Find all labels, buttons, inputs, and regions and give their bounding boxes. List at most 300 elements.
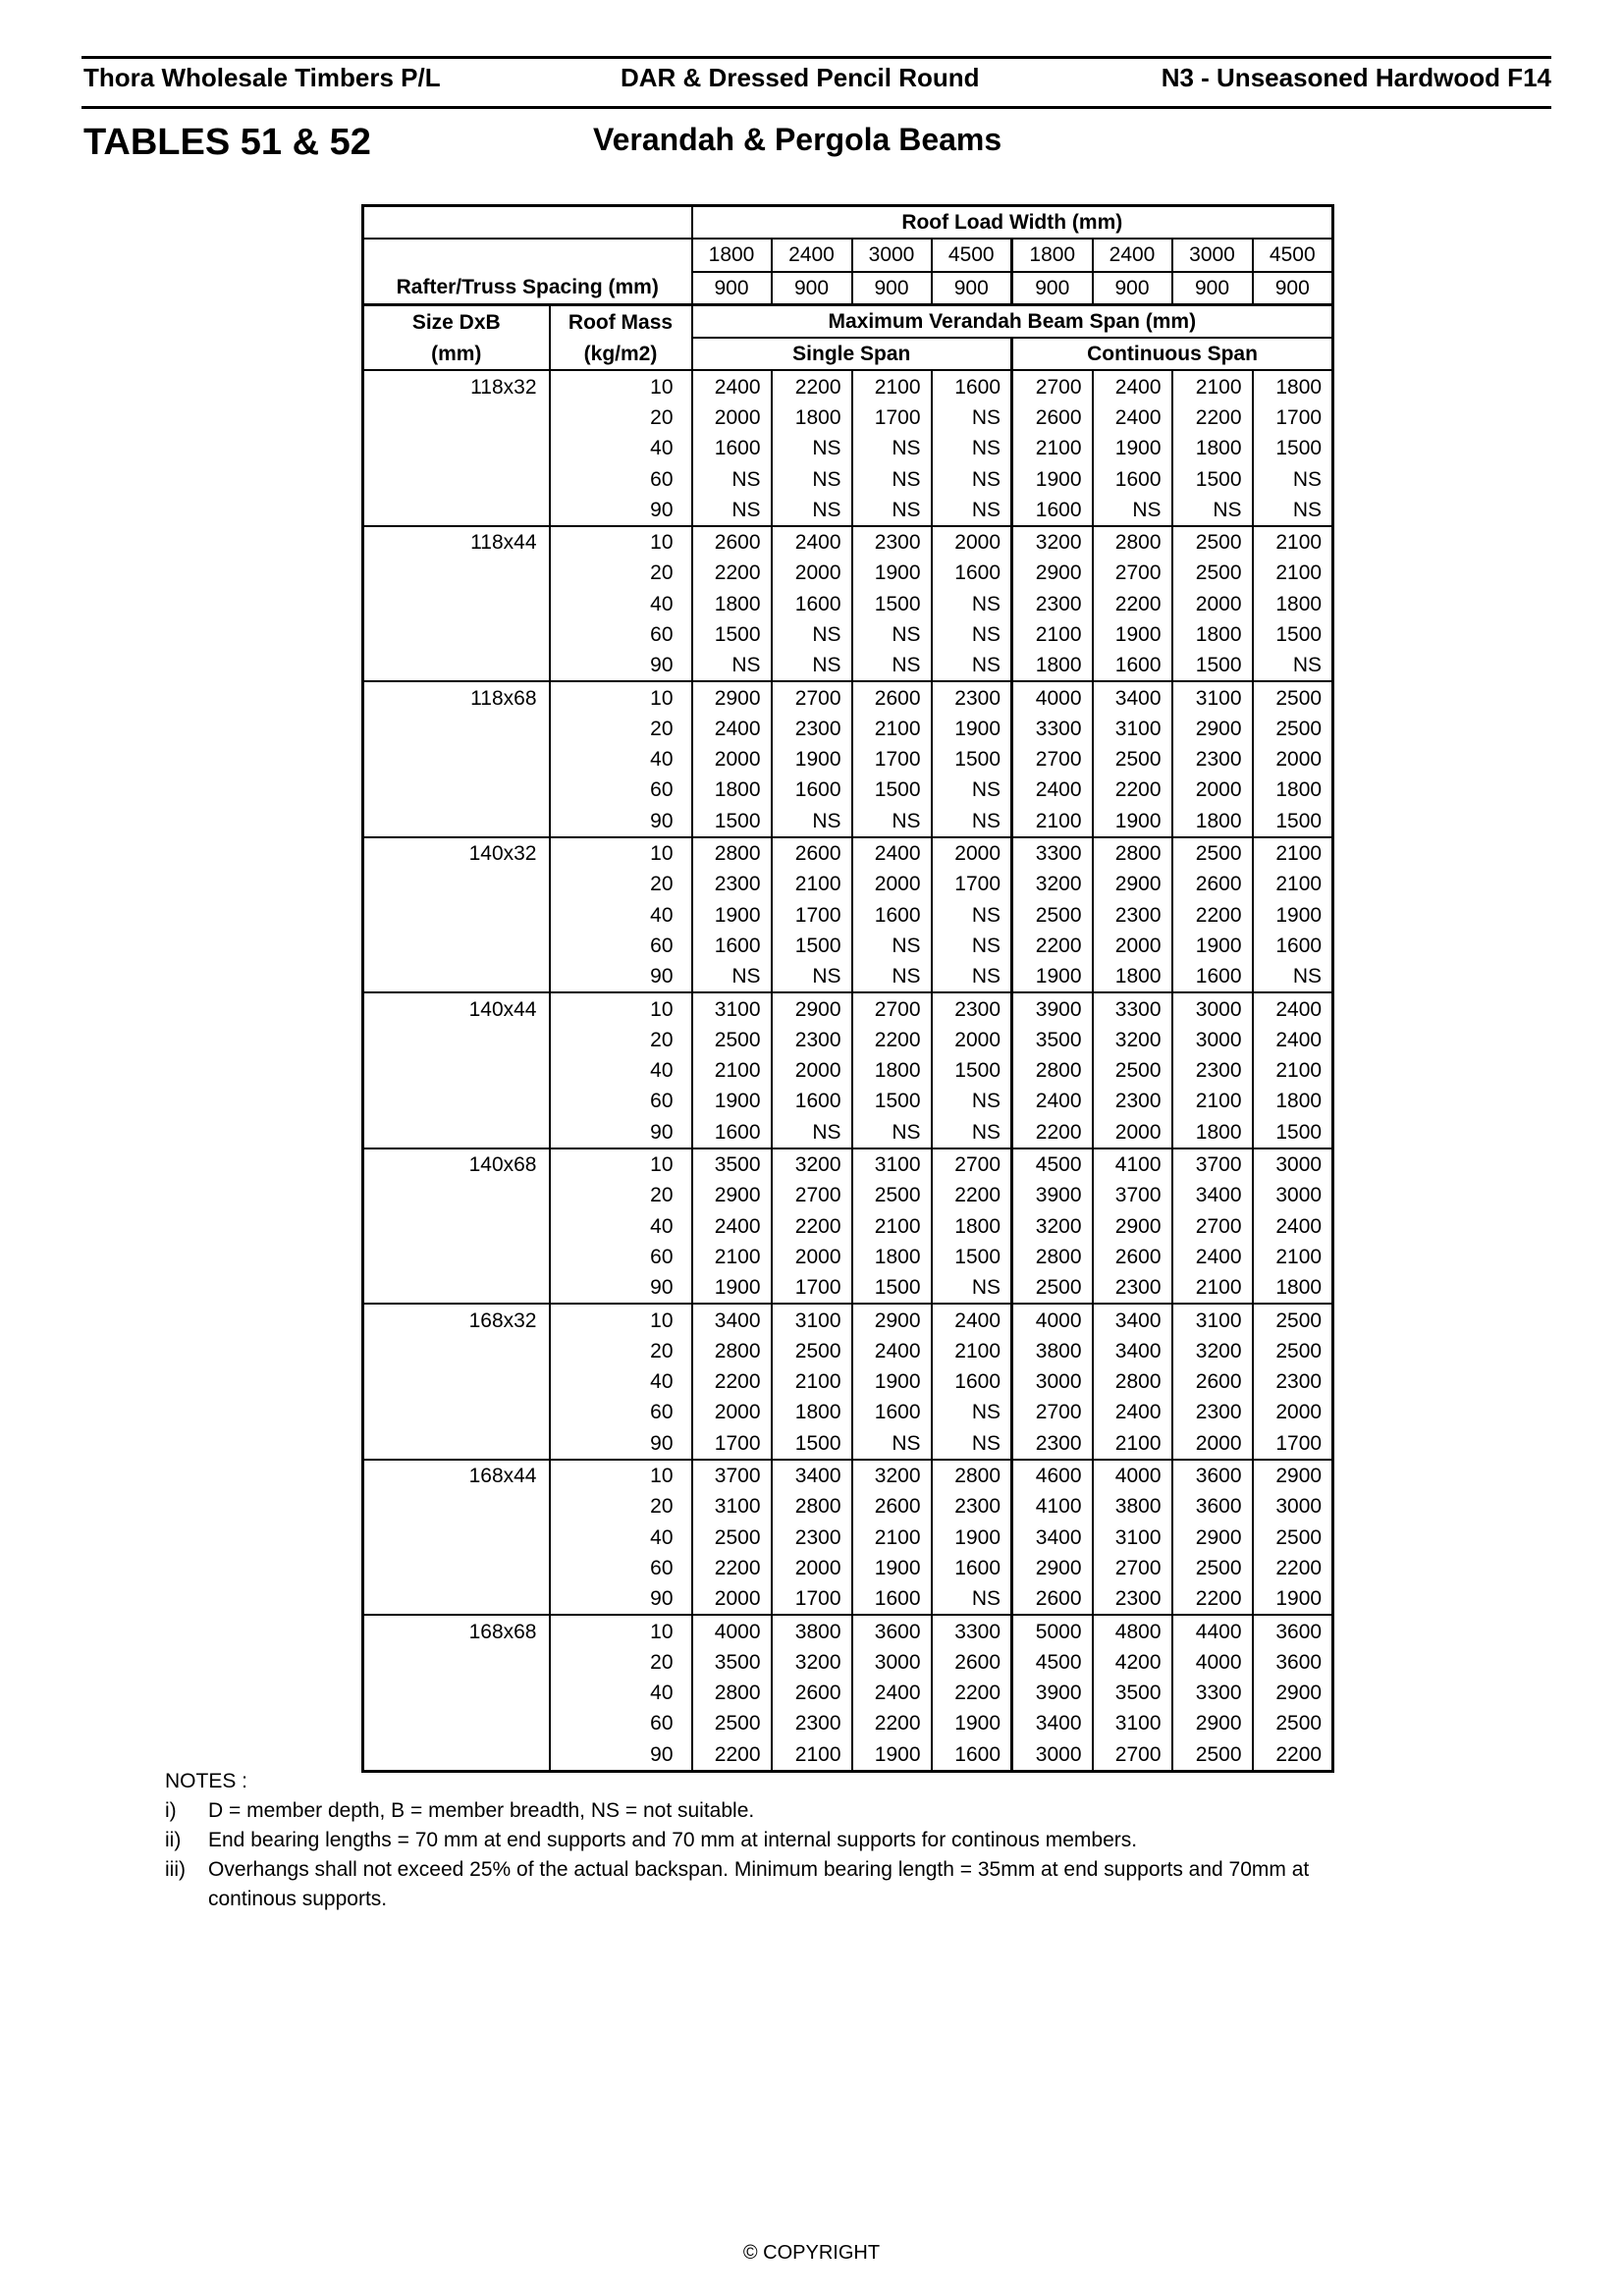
span-cell: 1800 — [1172, 433, 1253, 463]
span-cell: 2000 — [772, 558, 852, 588]
span-cell: 2500 — [1012, 1272, 1093, 1304]
span-cell: NS — [692, 463, 772, 494]
roof-mass-cell: 10 — [550, 681, 692, 713]
span-cell: 2100 — [852, 714, 932, 744]
span-row — [363, 526, 1333, 558]
span-cell: 3600 — [852, 1615, 932, 1646]
span-cell: 2100 — [1253, 526, 1333, 558]
span-row — [363, 619, 1333, 650]
span-cell: 1500 — [772, 1428, 852, 1460]
span-cell: 2200 — [932, 1678, 1012, 1708]
span-cell: 4000 — [1012, 681, 1093, 713]
roof-mass-cell: 10 — [550, 370, 692, 401]
span-cell: 4200 — [1093, 1647, 1172, 1678]
span-cell: 3500 — [692, 1148, 772, 1180]
roof-mass-cell: 10 — [550, 837, 692, 869]
span-row — [363, 1522, 1333, 1552]
span-cell: 1500 — [932, 1242, 1012, 1272]
span-cell: 2300 — [772, 1708, 852, 1738]
span-cell: 1500 — [932, 1055, 1012, 1086]
span-cell: 2500 — [1253, 1522, 1333, 1552]
span-cell: 1500 — [932, 744, 1012, 774]
span-cell: 2700 — [1172, 1211, 1253, 1242]
span-cell: 1600 — [772, 1086, 852, 1116]
span-cell: 2500 — [692, 1708, 772, 1738]
spacing-cell: 900 — [692, 272, 772, 305]
span-row — [363, 1211, 1333, 1242]
span-cell: 1500 — [852, 589, 932, 619]
span-cell: 1700 — [772, 1583, 852, 1615]
span-cell: 2400 — [1012, 1086, 1093, 1116]
span-cell: 3200 — [1012, 1211, 1093, 1242]
span-cell: 2500 — [1172, 1739, 1253, 1772]
span-cell: 3400 — [1012, 1708, 1093, 1738]
roof-mass-cell: 10 — [550, 1304, 692, 1335]
span-cell: 3300 — [932, 1615, 1012, 1646]
size-cell: 118x68 — [363, 681, 550, 713]
span-cell: 2300 — [1093, 1583, 1172, 1615]
span-cell: 3200 — [772, 1148, 852, 1180]
span-cell: 3700 — [1093, 1180, 1172, 1210]
span-cell: 2400 — [1093, 402, 1172, 433]
span-cell: 2300 — [932, 681, 1012, 713]
span-cell: 3500 — [1012, 1025, 1093, 1055]
span-cell: 3800 — [1093, 1491, 1172, 1522]
span-cell: 1600 — [772, 774, 852, 805]
span-cell: 2400 — [772, 526, 852, 558]
span-cell: NS — [932, 463, 1012, 494]
span-cell: 2200 — [1172, 402, 1253, 433]
span-cell: NS — [932, 1428, 1012, 1460]
roof-mass-cell: 90 — [550, 806, 692, 837]
span-cell: 2700 — [772, 1180, 852, 1210]
span-cell: 3000 — [1253, 1491, 1333, 1522]
span-cell: 2900 — [852, 1304, 932, 1335]
span-cell: 2500 — [1253, 714, 1333, 744]
span-cell: 2400 — [852, 1678, 932, 1708]
size-cell — [363, 1025, 550, 1055]
span-cell: 1800 — [852, 1055, 932, 1086]
span-cell: 4000 — [1093, 1460, 1172, 1491]
span-cell: 1600 — [852, 900, 932, 931]
span-cell: 2100 — [1253, 558, 1333, 588]
roof-mass-cell: 20 — [550, 558, 692, 588]
span-cell: 1600 — [772, 589, 852, 619]
span-cell: 2100 — [932, 1336, 1012, 1366]
span-cell: 2300 — [1172, 1055, 1253, 1086]
span-cell: 2700 — [1012, 744, 1093, 774]
span-cell: 1800 — [1172, 1117, 1253, 1148]
span-cell: 2600 — [932, 1647, 1012, 1678]
span-cell: 1800 — [1172, 619, 1253, 650]
span-cell: 3400 — [1093, 1336, 1172, 1366]
span-cell: NS — [1172, 495, 1253, 526]
roof-mass-cell: 60 — [550, 774, 692, 805]
span-cell: 2900 — [1093, 1211, 1172, 1242]
size-cell: 140x68 — [363, 1148, 550, 1180]
size-cell — [363, 1086, 550, 1116]
note-text: D = member depth, B = member breadth, NS = not suitable. — [208, 1799, 755, 1822]
span-cell: NS — [932, 433, 1012, 463]
span-cell: 3400 — [1093, 1304, 1172, 1335]
span-cell: 2200 — [692, 558, 772, 588]
roof-mass-cell: 60 — [550, 463, 692, 494]
roof-mass-cell: 20 — [550, 1025, 692, 1055]
span-cell: 2900 — [1253, 1460, 1333, 1491]
span-cell: 2500 — [1172, 1553, 1253, 1583]
span-cell: 1900 — [692, 900, 772, 931]
size-cell — [363, 1117, 550, 1148]
size-cell — [363, 806, 550, 837]
span-cell: 2400 — [1172, 1242, 1253, 1272]
span-cell: NS — [772, 650, 852, 681]
span-cell: 2600 — [692, 526, 772, 558]
span-cell: 1500 — [692, 806, 772, 837]
span-cell: 2500 — [1253, 1304, 1333, 1335]
roof-mass-cell: 60 — [550, 1553, 692, 1583]
span-cell: NS — [1253, 650, 1333, 681]
span-cell: 2200 — [932, 1180, 1012, 1210]
span-row — [363, 744, 1333, 774]
span-cell: NS — [852, 619, 932, 650]
span-cell: 1600 — [932, 1739, 1012, 1772]
continuous-span-header: Continuous Span — [1012, 338, 1333, 370]
roof-mass-cell: 40 — [550, 1055, 692, 1086]
span-cell: 3100 — [1172, 1304, 1253, 1335]
span-cell: 2300 — [772, 714, 852, 744]
span-cell: 2300 — [1012, 1428, 1093, 1460]
span-row — [363, 992, 1333, 1024]
span-row — [363, 1366, 1333, 1397]
span-cell: NS — [852, 961, 932, 992]
roof-load-width-label-row — [363, 206, 1333, 240]
span-cell: NS — [772, 806, 852, 837]
span-cell: 3000 — [1012, 1739, 1093, 1772]
roof-mass-cell: 90 — [550, 1428, 692, 1460]
span-cell: 2600 — [1172, 869, 1253, 899]
tables-subject: Verandah & Pergola Beams — [593, 122, 1002, 157]
size-cell — [363, 1522, 550, 1552]
span-cell: 2000 — [932, 526, 1012, 558]
span-cell: 1800 — [1172, 806, 1253, 837]
size-cell — [363, 931, 550, 961]
span-cell: 2900 — [1093, 869, 1172, 899]
span-cell: 1900 — [1012, 961, 1093, 992]
span-cell: 2000 — [1093, 931, 1172, 961]
span-cell: NS — [852, 495, 932, 526]
span-cell: 3600 — [1172, 1491, 1253, 1522]
size-cell — [363, 402, 550, 433]
span-cell: 1800 — [772, 402, 852, 433]
span-cell: 2500 — [1253, 681, 1333, 713]
span-cell: 2800 — [1012, 1055, 1093, 1086]
span-cell: 2000 — [1253, 744, 1333, 774]
span-cell: 2200 — [772, 370, 852, 401]
roof-mass-cell: 10 — [550, 1460, 692, 1491]
span-cell: NS — [932, 1086, 1012, 1116]
span-cell: 1800 — [1093, 961, 1172, 992]
span-cell: 2200 — [1172, 900, 1253, 931]
span-row — [363, 1491, 1333, 1522]
span-cell: 1700 — [772, 1272, 852, 1304]
span-cell: 2900 — [1172, 1708, 1253, 1738]
span-cell: 1800 — [1253, 1272, 1333, 1304]
span-cell: 1700 — [852, 744, 932, 774]
size-cell — [363, 1553, 550, 1583]
span-cell: 1600 — [932, 1366, 1012, 1397]
span-cell: 1800 — [1012, 650, 1093, 681]
span-row — [363, 961, 1333, 992]
span-row — [363, 806, 1333, 837]
size-cell — [363, 1583, 550, 1615]
roof-load-width-label: Roof Load Width (mm) — [692, 206, 1333, 240]
span-cell: 2700 — [1093, 558, 1172, 588]
size-cell — [363, 1678, 550, 1708]
span-row — [363, 1678, 1333, 1708]
span-cell: 4400 — [1172, 1615, 1253, 1646]
span-cell: 3200 — [1093, 1025, 1172, 1055]
span-cell: 2000 — [932, 1025, 1012, 1055]
span-row — [363, 774, 1333, 805]
roof-mass-cell: 90 — [550, 1272, 692, 1304]
span-cell: 3000 — [1253, 1180, 1333, 1210]
span-cell: 3600 — [1253, 1615, 1333, 1646]
span-cell: NS — [932, 806, 1012, 837]
size-cell — [363, 774, 550, 805]
span-cell: 3400 — [1093, 681, 1172, 713]
size-header: Size DxB — [411, 310, 501, 334]
span-row — [363, 558, 1333, 588]
roof-mass-cell: 90 — [550, 961, 692, 992]
span-cell: 1600 — [1253, 931, 1333, 961]
span-cell: 2000 — [1253, 1397, 1333, 1427]
size-cell — [363, 433, 550, 463]
span-cell: 3200 — [852, 1460, 932, 1491]
span-cell: 2100 — [1253, 837, 1333, 869]
span-cell: 1500 — [1253, 619, 1333, 650]
span-row — [363, 1336, 1333, 1366]
span-cell: 2100 — [1253, 1242, 1333, 1272]
span-cell: 2400 — [1093, 1397, 1172, 1427]
span-cell: 2900 — [772, 992, 852, 1024]
span-row — [363, 1180, 1333, 1210]
span-cell: 1900 — [852, 1739, 932, 1772]
span-cell: 3700 — [692, 1460, 772, 1491]
span-cell: 1900 — [1172, 931, 1253, 961]
span-cell: 3900 — [1012, 992, 1093, 1024]
roof-mass-cell: 90 — [550, 1583, 692, 1615]
size-cell — [363, 1647, 550, 1678]
span-cell: 1500 — [772, 931, 852, 961]
span-cell: 2500 — [1253, 1708, 1333, 1738]
span-row — [363, 1148, 1333, 1180]
span-cell: 3400 — [692, 1304, 772, 1335]
span-cell: NS — [772, 433, 852, 463]
span-row — [363, 714, 1333, 744]
size-cell — [363, 1366, 550, 1397]
span-cell: 3400 — [772, 1460, 852, 1491]
span-row — [363, 1117, 1333, 1148]
span-cell: 2700 — [1093, 1739, 1172, 1772]
span-cell: 1500 — [1172, 650, 1253, 681]
span-cell: 3200 — [1172, 1336, 1253, 1366]
span-cell: 1900 — [1093, 619, 1172, 650]
span-cell: 1900 — [852, 1553, 932, 1583]
span-cell: 3100 — [1172, 681, 1253, 713]
span-cell: 2000 — [932, 837, 1012, 869]
column-header-row — [363, 304, 1333, 338]
size-cell: 168x44 — [363, 1460, 550, 1491]
roof-load-width-row — [363, 239, 1333, 271]
span-cell: 3400 — [1172, 1180, 1253, 1210]
span-cell: 2700 — [772, 681, 852, 713]
roof-mass-cell: 40 — [550, 1366, 692, 1397]
span-cell: 1600 — [1093, 650, 1172, 681]
span-cell: 2100 — [1012, 806, 1093, 837]
size-cell — [363, 900, 550, 931]
span-cell: 2900 — [1253, 1678, 1333, 1708]
size-cell — [363, 1242, 550, 1272]
span-cell: 2400 — [852, 837, 932, 869]
span-cell: NS — [852, 1117, 932, 1148]
span-cell: 2200 — [1093, 774, 1172, 805]
roof-mass-cell: 90 — [550, 1739, 692, 1772]
note-number: i) — [165, 1799, 177, 1822]
span-row — [363, 370, 1333, 401]
roof-mass-cell: 10 — [550, 526, 692, 558]
size-cell — [363, 619, 550, 650]
span-table — [361, 204, 1334, 1773]
span-row — [363, 1304, 1333, 1335]
spacing-cell: 900 — [1093, 272, 1172, 305]
span-cell: NS — [1093, 495, 1172, 526]
span-row — [363, 1583, 1333, 1615]
span-cell: 1500 — [1172, 463, 1253, 494]
span-cell: 3700 — [1172, 1148, 1253, 1180]
size-cell — [363, 714, 550, 744]
roof-mass-cell: 20 — [550, 869, 692, 899]
span-cell: 1600 — [692, 1117, 772, 1148]
span-cell: NS — [1253, 463, 1333, 494]
span-cell: 3300 — [1012, 837, 1093, 869]
span-cell: NS — [772, 1117, 852, 1148]
span-cell: 2600 — [1012, 402, 1093, 433]
span-cell: 2100 — [1172, 1272, 1253, 1304]
span-cell: NS — [932, 931, 1012, 961]
span-cell: 2300 — [692, 869, 772, 899]
size-cell — [363, 589, 550, 619]
span-cell: 3600 — [1253, 1647, 1333, 1678]
size-cell — [363, 1272, 550, 1304]
header-bottom-rule — [81, 106, 1551, 109]
span-cell: NS — [852, 650, 932, 681]
size-cell — [363, 1211, 550, 1242]
span-cell: 1800 — [1253, 1086, 1333, 1116]
span-cell: 2900 — [1172, 714, 1253, 744]
span-cell: 1900 — [1093, 433, 1172, 463]
span-cell: 3000 — [1172, 992, 1253, 1024]
span-cell: 4000 — [1172, 1647, 1253, 1678]
span-cell: 3500 — [692, 1647, 772, 1678]
span-row — [363, 1615, 1333, 1646]
span-cell: 2200 — [1172, 1583, 1253, 1615]
span-cell: 2700 — [932, 1148, 1012, 1180]
note-item — [165, 1796, 1327, 1826]
size-cell — [363, 495, 550, 526]
span-cell: NS — [932, 402, 1012, 433]
span-cell: 2200 — [692, 1739, 772, 1772]
span-cell: 2300 — [1093, 1272, 1172, 1304]
span-row — [363, 1647, 1333, 1678]
span-cell: 2600 — [772, 1678, 852, 1708]
copyright: © COPYRIGHT — [742, 2242, 881, 2264]
span-row — [363, 402, 1333, 433]
rlw-cell: 3000 — [1172, 239, 1253, 271]
span-cell: 2600 — [852, 1491, 932, 1522]
header-top-rule — [81, 56, 1551, 59]
size-cell — [363, 463, 550, 494]
span-row — [363, 1086, 1333, 1116]
span-cell: 2200 — [1253, 1739, 1333, 1772]
span-cell: 1900 — [932, 1522, 1012, 1552]
span-cell: 3300 — [1172, 1678, 1253, 1708]
span-cell: NS — [932, 619, 1012, 650]
span-cell: 2700 — [1012, 370, 1093, 401]
span-cell: 2000 — [692, 402, 772, 433]
span-cell: 2000 — [692, 1397, 772, 1427]
span-row — [363, 1460, 1333, 1491]
span-cell: 2100 — [1253, 869, 1333, 899]
span-cell: 3100 — [1093, 714, 1172, 744]
span-cell: 1500 — [852, 1086, 932, 1116]
span-cell: 2900 — [692, 1180, 772, 1210]
span-row — [363, 869, 1333, 899]
span-cell: NS — [932, 900, 1012, 931]
span-cell: 2000 — [1093, 1117, 1172, 1148]
span-cell: 1600 — [1012, 495, 1093, 526]
span-cell: 3100 — [692, 992, 772, 1024]
span-row — [363, 1553, 1333, 1583]
roof-mass-cell: 60 — [550, 619, 692, 650]
span-cell: 2400 — [852, 1336, 932, 1366]
span-cell: NS — [932, 650, 1012, 681]
span-row — [363, 900, 1333, 931]
roof-mass-cell: 40 — [550, 744, 692, 774]
span-cell: NS — [932, 1397, 1012, 1427]
span-cell: 2600 — [1172, 1366, 1253, 1397]
span-cell: 1500 — [692, 619, 772, 650]
span-cell: 2600 — [772, 837, 852, 869]
span-cell: 2000 — [1172, 589, 1253, 619]
span-cell: 2600 — [1012, 1583, 1093, 1615]
span-cell: 2100 — [772, 1739, 852, 1772]
span-cell: NS — [692, 495, 772, 526]
span-cell: 2200 — [1253, 1553, 1333, 1583]
span-cell: 2100 — [1012, 619, 1093, 650]
span-cell: 2200 — [692, 1553, 772, 1583]
span-cell: 2300 — [1012, 589, 1093, 619]
span-cell: 3000 — [852, 1647, 932, 1678]
span-cell: 1700 — [772, 900, 852, 931]
size-cell — [363, 869, 550, 899]
span-cell: 1700 — [1253, 402, 1333, 433]
rafter-spacing-row — [363, 272, 1333, 305]
size-cell — [363, 1708, 550, 1738]
span-cell: 1500 — [852, 774, 932, 805]
span-cell: 2200 — [1012, 1117, 1093, 1148]
span-cell: 2100 — [1253, 1055, 1333, 1086]
rlw-cell: 2400 — [1093, 239, 1172, 271]
